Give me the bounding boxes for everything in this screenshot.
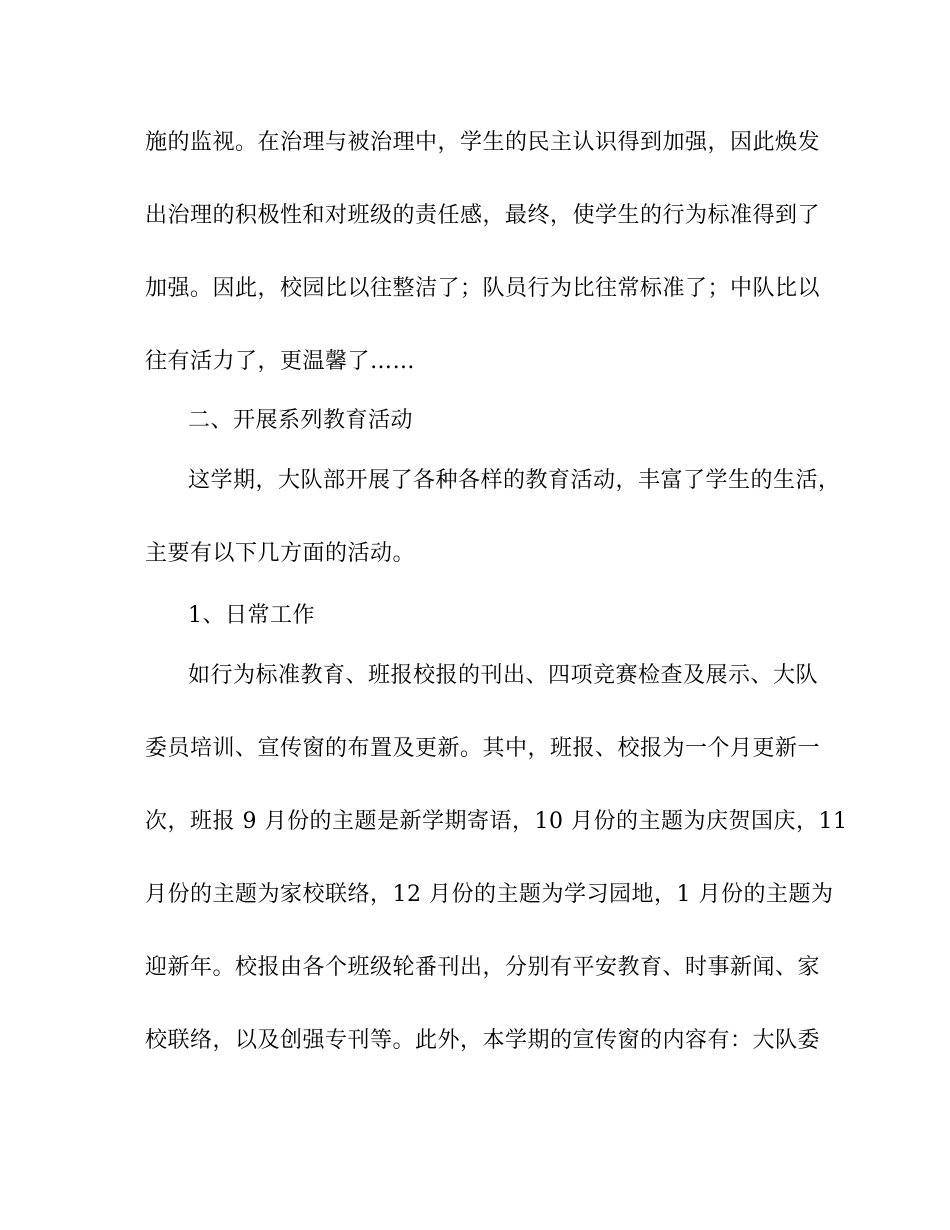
paragraph-line: 出治理的积极性和对班级的责任感，最终，使学生的行为标准得到了 (145, 203, 821, 228)
paragraph-line: 委员培训、宣传窗的布置及更新。其中，班报、校报为一个月更新一 (145, 736, 821, 761)
subsection-heading: 1、日常工作 (188, 603, 315, 628)
paragraph-line: 这学期，大队部开展了各种各样的教育活动，丰富了学生的生活， (188, 468, 841, 493)
paragraph-line: 次，班报 9 月份的主题是新学期寄语，10 月份的主题为庆贺国庆，11 (145, 809, 848, 834)
paragraph-line: 迎新年。校报由各个班级轮番刊出，分别有平安教育、时事新闻、家 (145, 955, 821, 980)
paragraph-line: 如行为标准教育、班报校报的刊出、四项竞赛检查及展示、大队 (188, 663, 819, 688)
paragraph-line: 主要有以下几方面的活动。 (145, 541, 416, 566)
paragraph-line: 加强。因此，校园比以往整洁了；队员行为比往常标准了；中队比以 (145, 276, 821, 301)
paragraph-line: 往有活力了，更温馨了…… (145, 349, 416, 374)
section-heading: 二、开展系列教育活动 (188, 408, 414, 433)
paragraph-line: 施的监视。在治理与被治理中，学生的民主认识得到加强，因此焕发 (145, 130, 821, 155)
paragraph-line: 月份的主题为家校联络，12 月份的主题为学习园地，1 月份的主题为 (145, 882, 834, 907)
paragraph-line: 校联络，以及创强专刊等。此外，本学期的宣传窗的内容有：大队委 (145, 1028, 821, 1053)
